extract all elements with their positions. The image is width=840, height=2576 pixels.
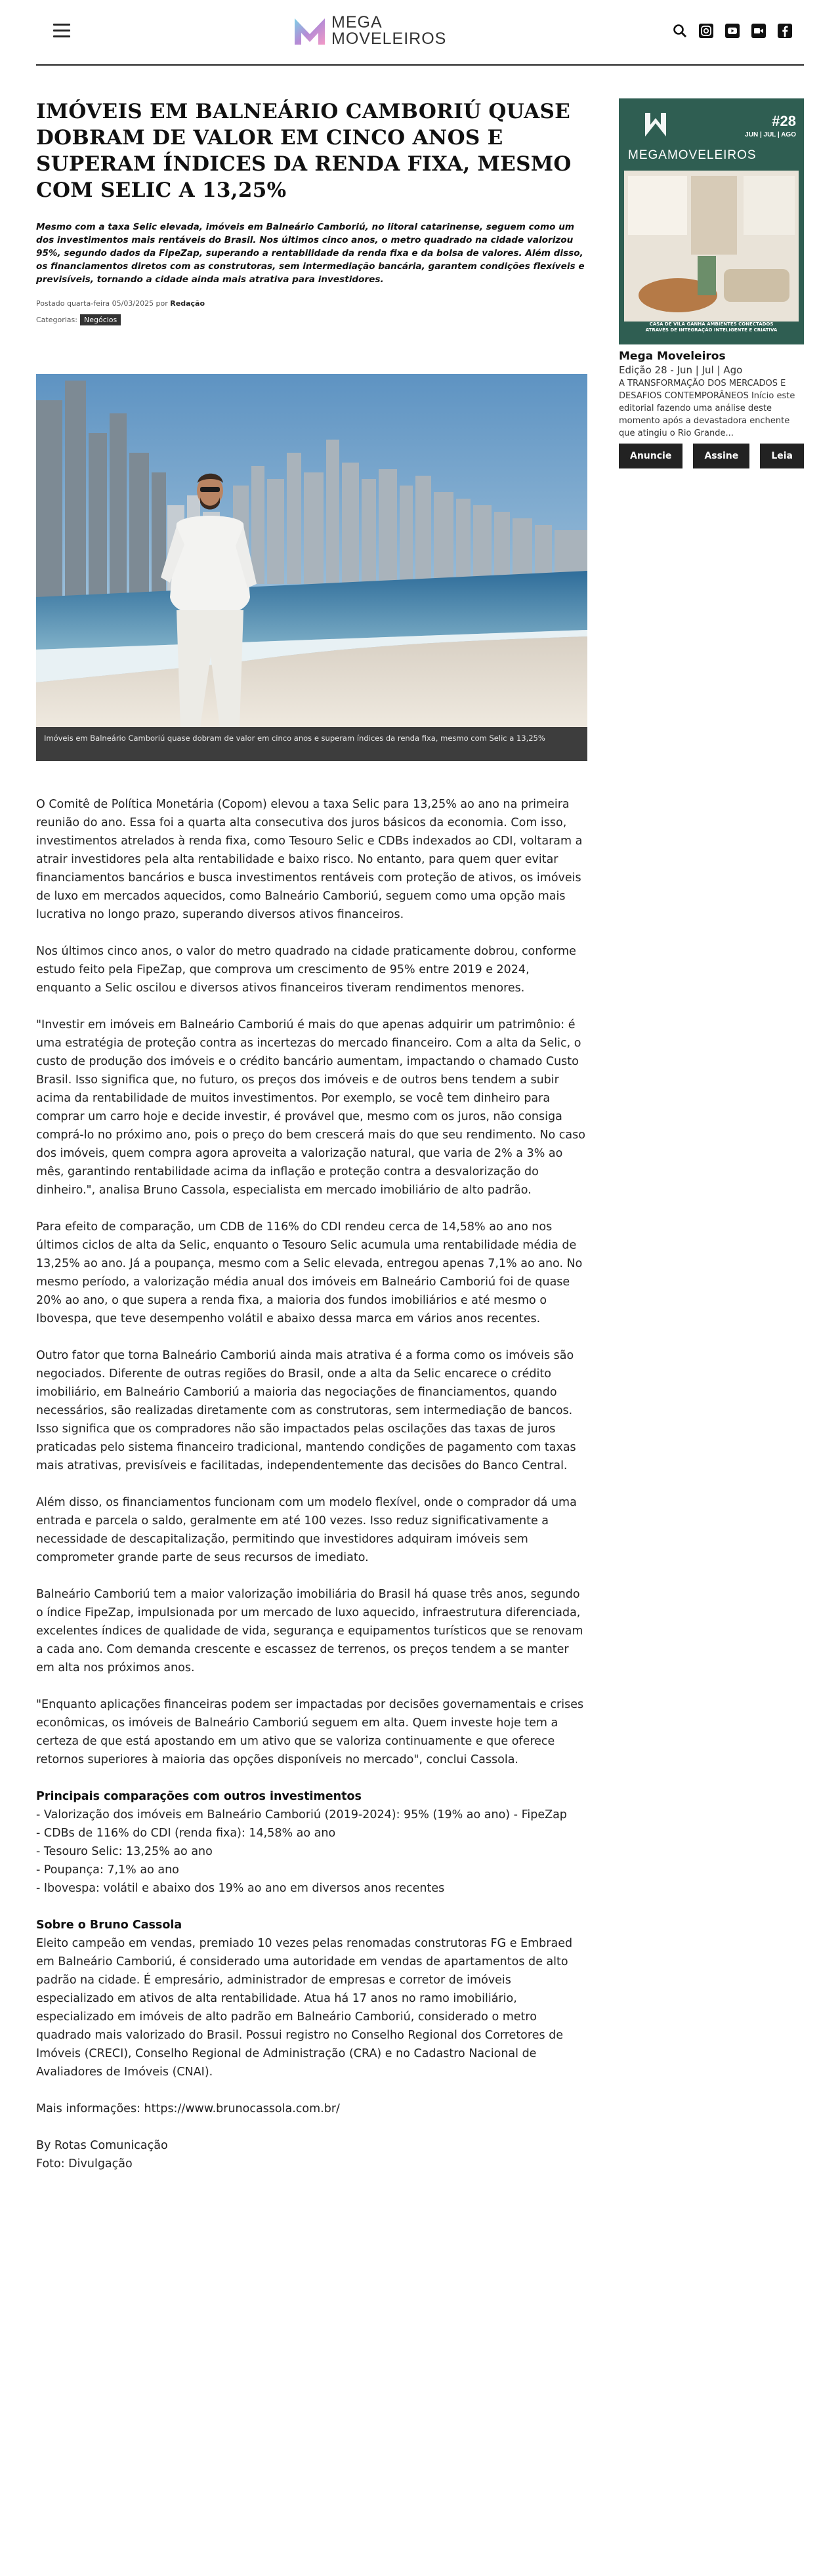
logo-line2: MOVELEIROS (331, 30, 447, 48)
advertise-button[interactable]: Anuncie (619, 444, 682, 468)
magazine-actions (619, 444, 804, 468)
hero-image (36, 374, 587, 727)
comparison-item: - Poupança: 7,1% ao ano (36, 1863, 179, 1877)
logo-m-icon (292, 14, 327, 47)
article-body (36, 761, 587, 2173)
comparisons-heading: Principais comparações com outros investimentos (36, 1790, 362, 1803)
comparison-item: - Tesouro Selic: 13,25% ao ano (36, 1845, 213, 1858)
logo-line1: MEGA (331, 13, 383, 31)
about-heading: Sobre o Bruno Cassola (36, 1919, 182, 1932)
cover-number: #28 (772, 113, 796, 129)
category-tag[interactable]: Negócios (80, 314, 121, 325)
video-icon[interactable] (750, 22, 767, 39)
facebook-icon[interactable] (776, 22, 793, 39)
paragraph: Além disso, os financiamentos funcionam com um modelo flexível, onde o comprador dá uma entrada e parcela o saldo, geralmente em até 100 vezes. Isso reduz significativamente a necessidade de descapitalização, permitindo que investidores adquiram imóveis sem comprometer grande parte de seus recursos de imediato. (36, 1496, 577, 1564)
sidebar (619, 98, 804, 468)
paragraph: "Enquanto aplicações financeiras podem ser impactadas por decisões governamentais e crises econômicas, os imóveis de Balneário Camboriú seguem em alta. Quem investe hoje tem a certeza de que está apostando em um ativo que se valoriza continuamente e que oferece retornos superiores à maioria das opções disponíveis no mercado", conclui Cassola. (36, 1698, 584, 1766)
paragraph: Outro fator que torna Balneário Camboriú ainda mais atrativa é a forma como os imóveis são negociados. Diferente de outras regiões do Brasil, onde a alta da Selic encarece o crédito imobiliário, em Balneário Camboriú a maioria das negociações de financiamentos, quando necessários, são realizadas diretamente com as construtoras, sem intermediação de bancos. Isso significa que os compradores não são impactados pelas oscilações das taxas de juros praticadas pelo sistema financeiro tradicional, mantendo condições de pagamento com taxas mais atrativas, previsíveis e facilitadas, independentemente das decisões do Banco Central. (36, 1349, 576, 1472)
paragraph: "Investir em imóveis em Balneário Camboriú é mais do que apenas adquirir um patrimônio: é uma estratégia de proteção contra as incertezas do mercado financeiro. Com a alta da Selic, o custo de produção dos imóveis e o crédito bancário aumentam, impactando o chamado Custo Brasil. Isso significa que, no futuro, os preços dos imóveis e de outros bens tendem a subir acima da rentabilidade de muitos investimentos. Por exemplo, se você tem dinheiro para comprar um carro hoje e decide investir, é provável que, mesmo com os juros, não consiga comprá-lo no próximo ano, pois o preço do bem crescerá mais do que seu rendimento. No caso dos imóveis, quem compra agora aproveita a valorização natural, que varia de 2% a 3% ao mês, garantindo rentabilidade acima da inflação e proteção contra a desvalorização do dinheiro.", analisa Bruno Cassola, especialista em mercado imobiliário de alto padrão. (36, 1018, 585, 1197)
cover-months: JUN | JUL | AGO (745, 131, 796, 138)
post-date: Postado quarta-feira 05/03/2025 por (36, 299, 168, 308)
hero-caption: Imóveis em Balneário Camboriú quase dobram de valor em cinco anos e superam índices da renda fixa, mesmo com Selic a 13,25% (36, 727, 587, 761)
social-icons (671, 22, 793, 39)
credit-photo: Foto: Divulgação (36, 2157, 133, 2171)
magazine-edition: Edição 28 - Jun | Jul | Ago (619, 364, 743, 376)
subscribe-button[interactable]: Assine (693, 444, 749, 468)
post-author[interactable]: Redação (170, 299, 205, 308)
cover-brand: MEGAMOVELEIROS (628, 148, 757, 162)
categories (36, 314, 587, 325)
article-title: IMÓVEIS EM BALNEÁRIO CAMBORIÚ QUASE DOBRAM DE VALOR EM CINCO ANOS E SUPERAM ÍNDICES DA RENDA FIXA, MESMO COM SELIC A 13,25% (36, 100, 572, 202)
paragraph: O Comitê de Política Monetária (Copom) elevou a taxa Selic para 13,25% ao ano na primeira reunião do ano. Essa foi a quarta alta consecutiva dos juros básicos da economia. Com isso, investimentos atrelados à renda fixa, como Tesouro Selic e CDBs indexados ao CDI, voltaram a atrair investidores pela alta rentabilidade e baixo risco. No entanto, para quem quer evitar financiamentos bancários e busca investimentos rentáveis com proteção de ativos, os imóveis de luxo em mercados aquecidos, como Balneário Camboriú, seguem como uma opção mais lucrativa no longo prazo, superando diversos ativos financeiros. (36, 798, 583, 921)
comparison-item: - CDBs de 116% do CDI (renda fixa): 14,58% ao ano (36, 1827, 336, 1840)
paragraph: Balneário Camboriú tem a maior valorização imobiliária do Brasil há quase três anos, segundo o índice FipeZap, impulsionada por um mercado de luxo aquecido, infraestrutura diferenciada, excelentes índices de qualidade de vida, segurança e equipamentos turísticos que se renovam a cada ano. Com demanda crescente e escassez de terrenos, os preços tendem a se manter em alta nos próximos anos. (36, 1588, 583, 1674)
cover-headline: CASA DE VILA GANHA AMBIENTES CONECTADOS ATRAVÉS DE INTEGRAÇÃO INTELIGENTE E CRIATIVA (645, 322, 778, 333)
youtube-icon[interactable] (724, 22, 741, 39)
credit-by: By Rotas Comunicação (36, 2139, 168, 2152)
magazine-cover[interactable] (619, 98, 804, 344)
categories-label: Categorias: (36, 316, 77, 324)
menu-icon[interactable] (53, 24, 70, 39)
site-header (36, 0, 804, 66)
about-text: Eleito campeão em vendas, premiado 10 vezes pelas renomadas construtoras FG e Embraed em Balneário Camboriú, é considerado uma autoridade em vendas de apartamentos de alto padrão na cidade. É empresário, administrador de empresas e corretor de imóveis especializado em ativos de alta rentabilidade. Atua há 17 anos no ramo imobiliário, especializado em imóveis de alto padrão em Balneário Camboriú, considerado o metro quadrado mais valorizado do Brasil. Possui registro no Conselho Regional dos Corretores de Imóveis (CRECI), Conselho Regional de Administração (CRA) e no Cadastro Nacional de Avaliadores de Imóveis (CNAI). (36, 1937, 573, 2079)
paragraph: Nos últimos cinco anos, o valor do metro quadrado na cidade praticamente dobrou, conforme estudo feito pela FipeZap, que comprova um crescimento de 95% entre 2019 e 2024, enquanto a Selic oscilou e diversos ativos financeiros tiveram rendimentos menores. (36, 945, 576, 995)
search-icon[interactable] (671, 22, 688, 39)
article-lead: Mesmo com a taxa Selic elevada, imóveis em Balneário Camboriú, no litoral catarinense, seguem como um dos investimentos mais rentáveis do Brasil. Nos últimos cinco anos, o metro quadrado na cidade valorizou 95%, segundo dados da FipeZap, superando a rentabilidade da renda fixa e da bolsa de valores. Além disso, os financiamentos diretos com as construtoras, sem intermediação bancária, garantem condições flexíveis e previsíveis, tornando a cidade ainda mais atrativa para investidores. (36, 222, 585, 285)
more-info-link[interactable]: Mais informações: https://www.brunocassola.com.br/ (36, 2102, 340, 2115)
comparison-item: - Ibovespa: volátil e abaixo dos 19% ao ano em diversos anos recentes (36, 1882, 445, 1895)
instagram-icon[interactable] (698, 22, 715, 39)
site-logo[interactable] (292, 13, 446, 49)
post-meta (36, 299, 587, 308)
article (36, 98, 587, 2171)
paragraph: Para efeito de comparação, um CDB de 116% do CDI rendeu cerca de 14,58% ao ano nos últimos ciclos de alta da Selic, enquanto o Tesouro Selic acumula uma rentabilidade média de 13,25% ao ano. Já a poupança, mesmo com a Selic elevada, entregou apenas 7,1% ao ano. No mesmo período, a valorização média anual dos imóveis em Balneário Camboriú foi de quase 20% ao ano, o que supera a renda fixa, a maioria dos fundos imobiliários e até mesmo o Ibovespa, que teve desempenho volátil e abaixo dessa marca em vários anos recentes. (36, 1220, 583, 1325)
read-button[interactable]: Leia (760, 444, 804, 468)
magazine-description: A TRANSFORMAÇÃO DOS MERCADOS E DESAFIOS CONTEMPORÂNEOS Início este editorial fazendo uma análise deste momento após a devastadora enchente que atingiu o Rio Grande... (619, 379, 795, 438)
magazine-name: Mega Moveleiros (619, 350, 726, 363)
comparison-item: - Valorização dos imóveis em Balneário Camboriú (2019-2024): 95% (19% ao ano) - FipeZap (36, 1808, 567, 1821)
